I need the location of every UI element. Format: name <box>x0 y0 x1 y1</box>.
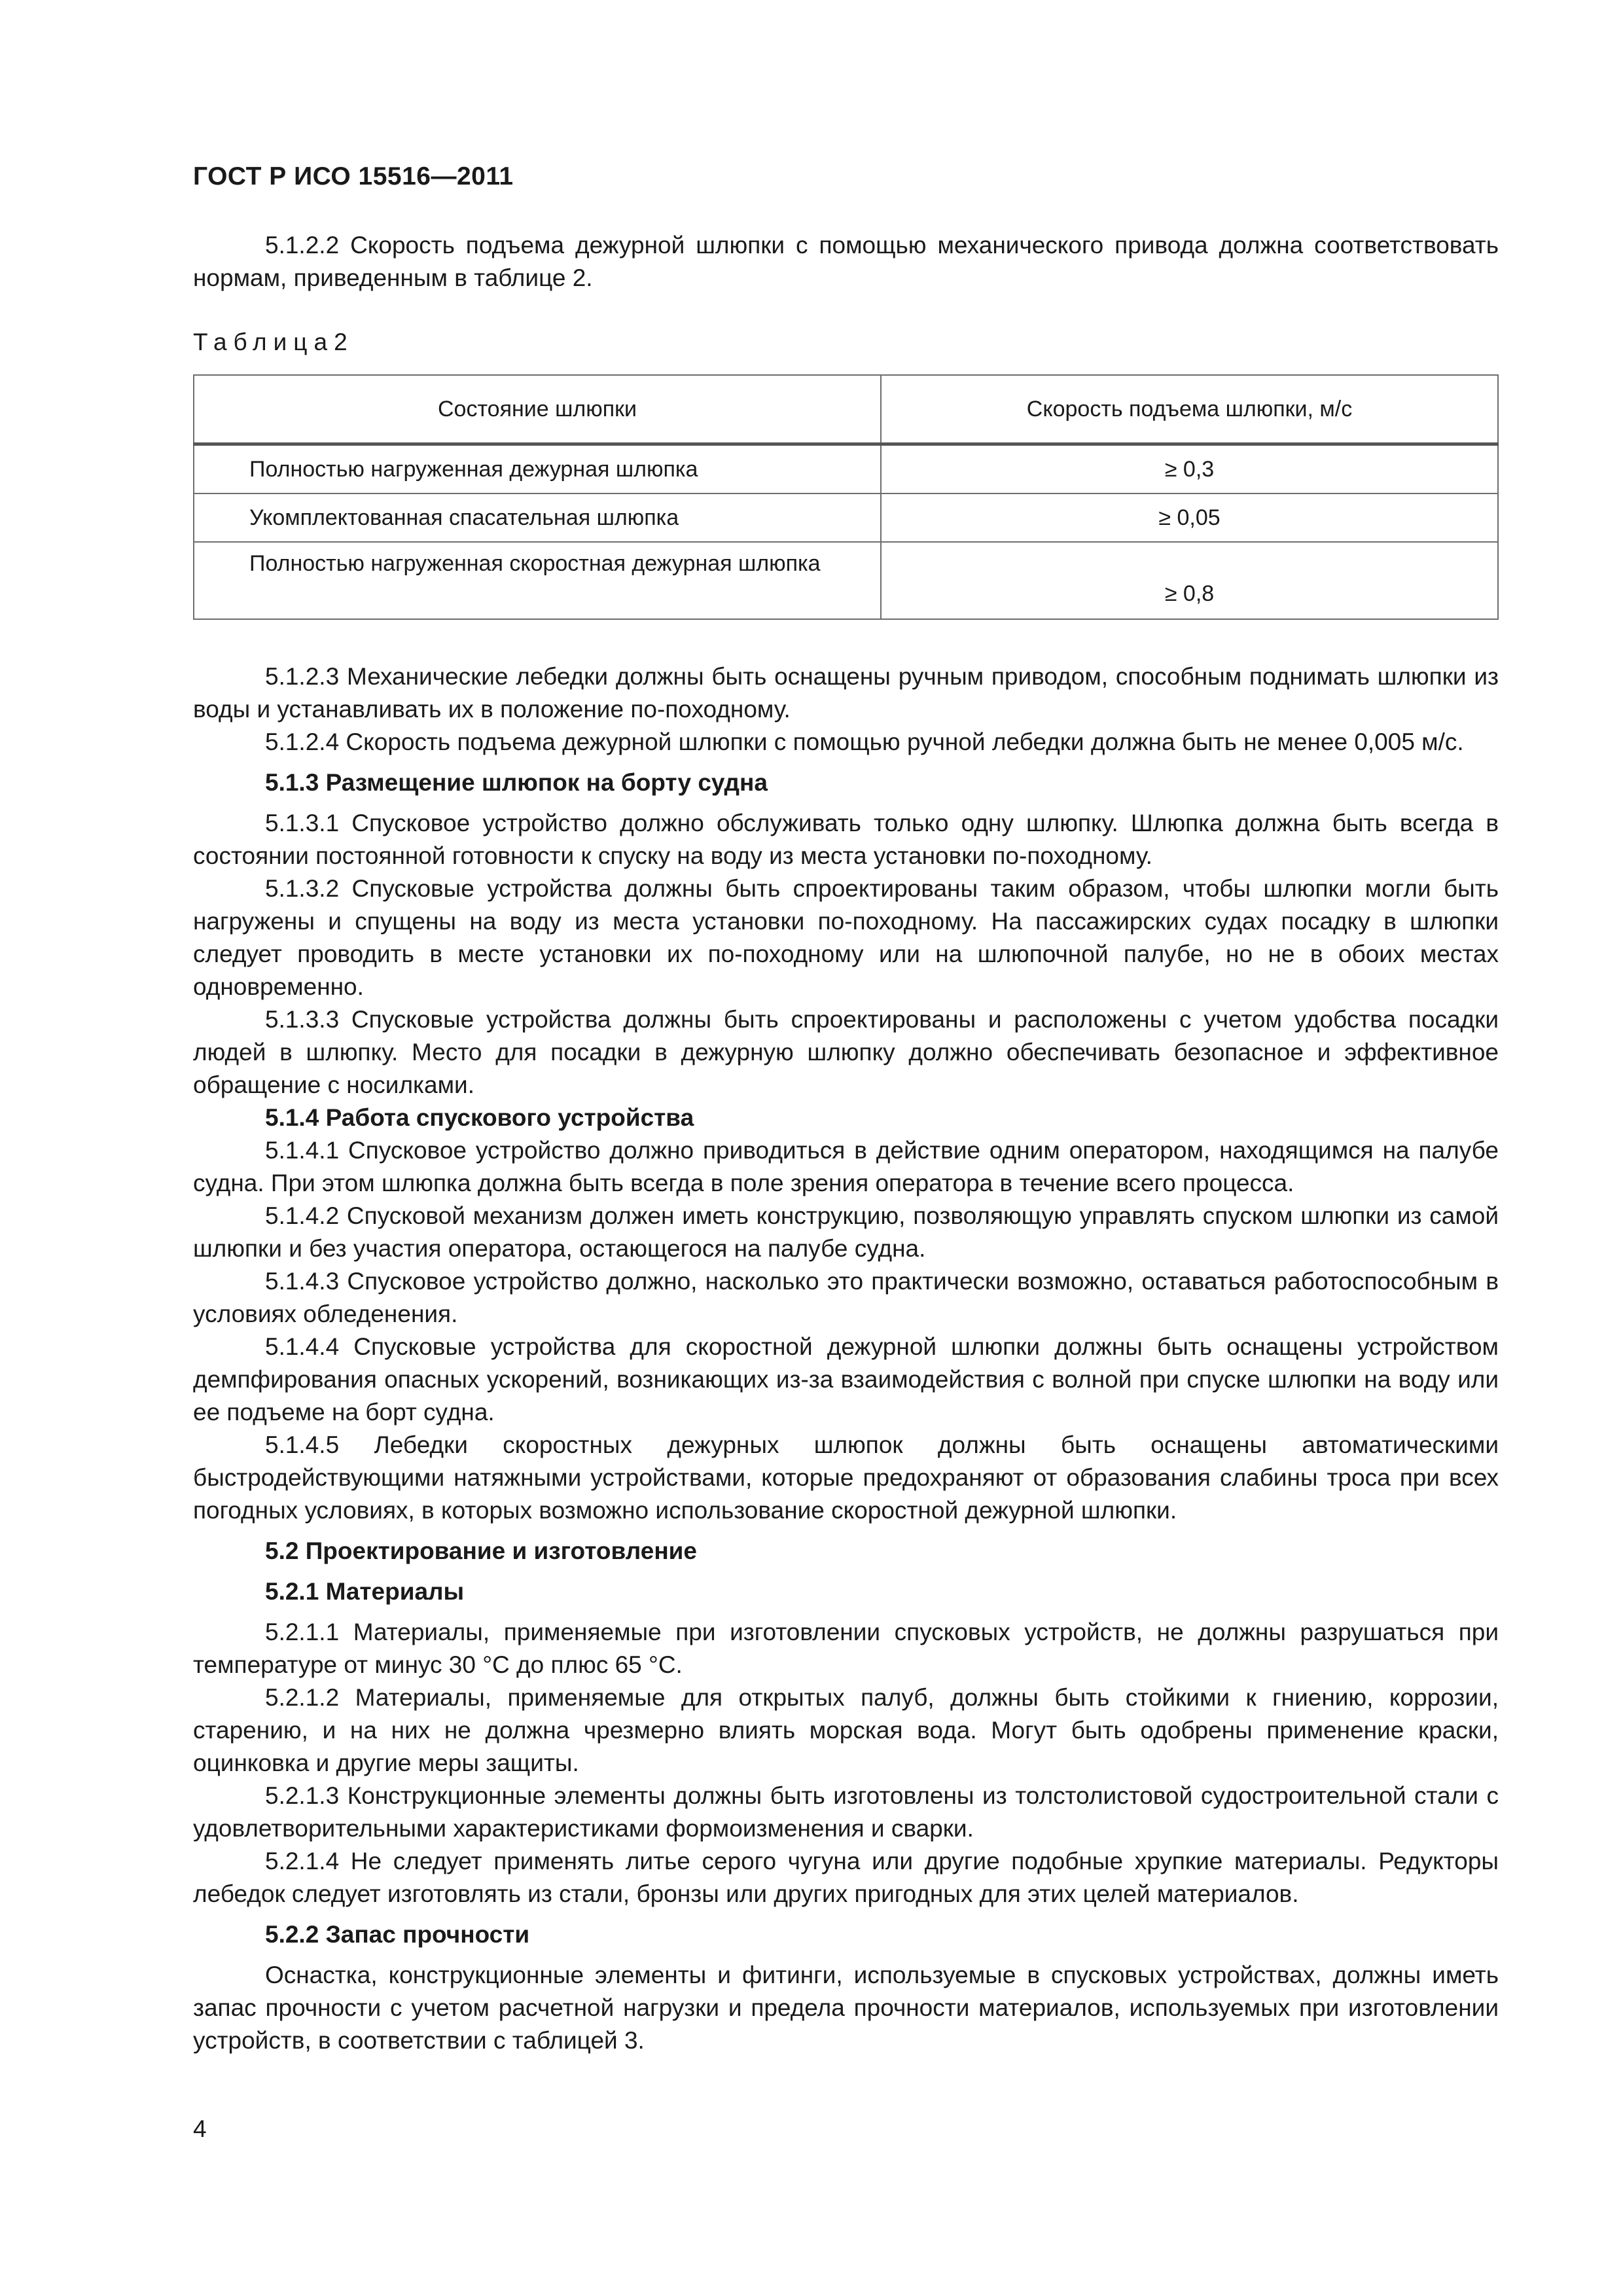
section-heading-5-2-2: 5.2.2 Запас прочности <box>265 1921 530 1948</box>
table-cell-speed: ≥ 0,8 <box>881 542 1498 619</box>
paragraph-5-1-2-4: 5.1.2.4 Скорость подъема дежурной шлюпки с помощью ручной лебедки должна быть не менее 0,005 м/с. <box>265 728 1464 755</box>
table-cell-state: Полностью нагруженная скоростная дежурная шлюпка <box>194 542 881 619</box>
section-heading-5-2-1: 5.2.1 Материалы <box>265 1578 465 1605</box>
paragraph-5-1-3-1: 5.1.3.1 Спусковое устройство должно обслуживать только одну шлюпку. Шлюпка должна быть всегда в состоянии постоянной готовности к спуску на воду из места установки по-походному. <box>193 810 1499 869</box>
paragraph-5-1-4-5: 5.1.4.5 Лебедки скоростных дежурных шлюпок должны быть оснащены автоматическими быстродействующими натяжными устройствами, которые предохраняют от образования слабины троса при всех погодных условиях, в которых возможно использование скоростной дежурной шлюпки. <box>193 1431 1499 1524</box>
table-header-row <box>194 375 1498 444</box>
document-header: ГОСТ Р ИСО 15516—2011 <box>193 162 514 190</box>
paragraph-5-2-1-3: 5.2.1.3 Конструкционные элементы должны быть изготовлены из толстолистовой судостроительной стали с удовлетворительными характеристиками формоизменения и сварки. <box>193 1782 1499 1842</box>
paragraph-5-2-1-2: 5.2.1.2 Материалы, применяемые для открытых палуб, должны быть стойкими к гниению, коррозии, старению, и на них не должна чрезмерно влиять морская вода. Могут быть одобрены применение краски, оцинковка и другие меры защиты. <box>193 1684 1499 1776</box>
paragraph-5-2-2: Оснастка, конструкционные элементы и фитинги, используемые в спусковых устройствах, должны иметь запас прочности с учетом расчетной нагрузки и предела прочности материалов, используемых при изготовлении устройств, в соответствии с таблицей 3. <box>193 1962 1499 2054</box>
document-content <box>193 229 1499 2057</box>
paragraph-5-1-3-3: 5.1.3.3 Спусковые устройства должны быть спроектированы и расположены с учетом удобства посадки людей в шлюпку. Место для посадки в дежурную шлюпку должно обеспечивать безопасное и эффективное обращение с носилками. <box>193 1006 1499 1098</box>
speed-table <box>193 374 1499 620</box>
table-cell-speed: ≥ 0,3 <box>881 444 1498 494</box>
paragraph-5-1-4-3: 5.1.4.3 Спусковое устройство должно, насколько это практически возможно, оставаться работоспособным в условиях обледенения. <box>193 1268 1499 1327</box>
section-heading-5-1-3: 5.1.3 Размещение шлюпок на борту судна <box>265 769 768 796</box>
table-header-state: Состояние шлюпки <box>194 375 881 444</box>
section-heading-5-2: 5.2 Проектирование и изготовление <box>265 1537 697 1564</box>
paragraph-5-1-4-4: 5.1.4.4 Спусковые устройства для скоростной дежурной шлюпки должны быть оснащены устройством демпфирования опасных ускорений, возникающих из-за взаимодействия с волной при спуске шлюпки на воду или ее подъеме на борт судна. <box>193 1333 1499 1426</box>
paragraph-5-1-4-1: 5.1.4.1 Спусковое устройство должно приводиться в действие одним оператором, находящимся на палубе судна. При этом шлюпка должна быть всегда в поле зрения оператора в течение всего процесса. <box>193 1137 1499 1196</box>
paragraph-5-1-3-2: 5.1.3.2 Спусковые устройства должны быть спроектированы таким образом, чтобы шлюпки могли быть нагружены и спущены на воду из места установки по-походному. На пассажирских судах посадку в шлюпки следует проводить в месте установки их по-походному или на шлюпочной палубе, но не в обоих местах одновременно. <box>193 875 1499 1000</box>
paragraph-5-1-4-2: 5.1.4.2 Спусковой механизм должен иметь конструкцию, позволяющую управлять спуском шлюпки из самой шлюпки и без участия оператора, остающегося на палубе судна. <box>193 1202 1499 1262</box>
table-row <box>194 542 1498 619</box>
table-row <box>194 493 1498 542</box>
table-cell-state: Укомплектованная спасательная шлюпка <box>194 493 881 542</box>
table-cell-state: Полностью нагруженная дежурная шлюпка <box>194 444 881 494</box>
table-cell-speed: ≥ 0,05 <box>881 493 1498 542</box>
body-text <box>193 660 1499 2057</box>
section-heading-5-1-4: 5.1.4 Работа спускового устройства <box>265 1104 694 1131</box>
table-caption: Таблица2 <box>193 329 354 355</box>
table-header-speed: Скорость подъема шлюпки, м/с <box>881 375 1498 444</box>
paragraph-5-1-2-3: 5.1.2.3 Механические лебедки должны быть оснащены ручным приводом, способным поднимать шлюпки из воды и устанавливать их в положение по-походному. <box>193 663 1499 723</box>
page-number: 4 <box>193 2115 207 2142</box>
table-row <box>194 444 1498 494</box>
paragraph-5-2-1-4: 5.2.1.4 Не следует применять литье серого чугуна или другие подобные хрупкие материалы. Редукторы лебедок следует изготовлять из стали, бронзы или других пригодных для этих целей материалов. <box>193 1848 1499 1907</box>
paragraph-5-2-1-1: 5.2.1.1 Материалы, применяемые при изготовлении спусковых устройств, не должны разрушаться при температуре от минус 30 °С до плюс 65 °С. <box>193 1619 1499 1678</box>
paragraph-5-1-2-2: 5.1.2.2 Скорость подъема дежурной шлюпки с помощью механического привода должна соответствовать нормам, приведенным в таблице 2. <box>193 232 1499 291</box>
